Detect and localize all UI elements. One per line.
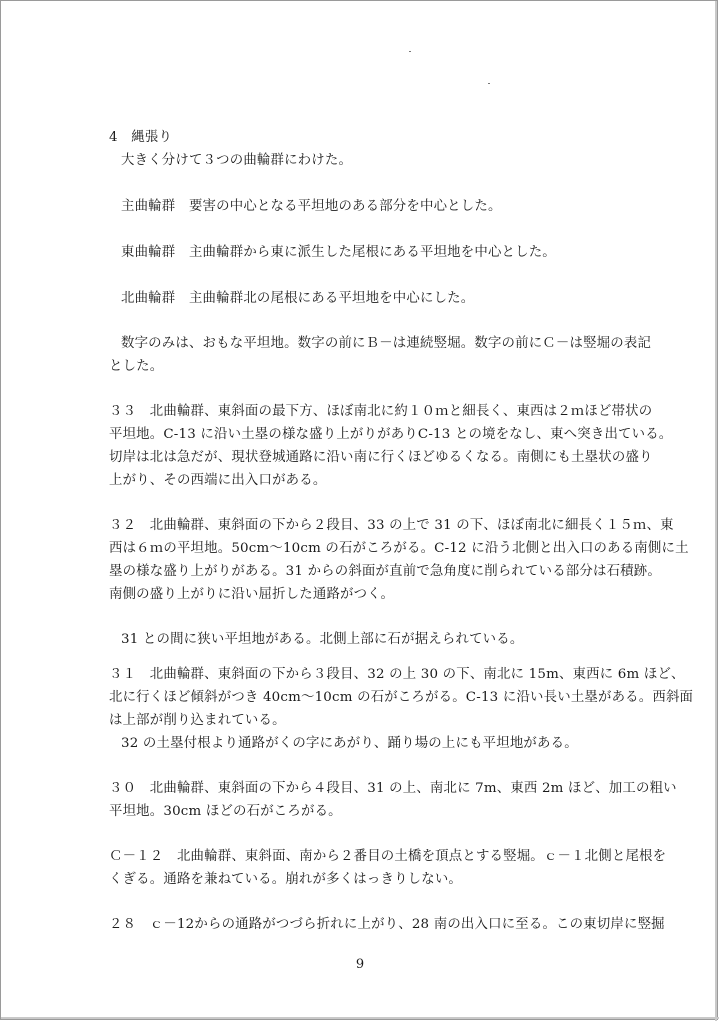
text-line: 平坦地。30cm ほどの石がころがる。 [109, 804, 342, 819]
text-line: ３０ 北曲輪群、東斜面の下から４段目、31 の上、南北に 7m、東西 2m ほど、加工の粗い [109, 781, 677, 796]
text-line: ３２ 北曲輪群、東斜面の下から２段目、33 の上で 31 の下、ほぼ南北に細長く１５ｍ、東 [109, 518, 674, 533]
text-line: ３３ 北曲輪群、東斜面の最下方、ほぼ南北に約１０ｍと細長く、東西は２ｍほど帯状の [109, 404, 653, 419]
text-line: は上部が削り込まれている。 [109, 713, 286, 728]
text-line: ２８ ｃ－12からの通路がつづら折れに上がり、28 南の出入口に至る。この東切岸に竪掘 [109, 917, 665, 932]
text-line: とした。 [109, 359, 164, 374]
section-heading: 4 縄張り [109, 130, 173, 145]
text-line: 南側の盛り上がりに沿い屈折した通路がつく。 [109, 587, 395, 602]
text-line: Ｃ－１２ 北曲輪群、東斜面、南から２番目の土橋を頂点とする竪堀。ｃ－１北側と尾根を [109, 849, 667, 864]
text-line: 大きく分けて３つの曲輪群にわけた。 [121, 153, 353, 168]
text-line: 上がり、その西端に出入口がある。 [109, 473, 327, 488]
text-line: 31 との間に狭い平坦地がある。北側上部に石が据えられている。 [121, 632, 524, 647]
text-line: 数字のみは、おもな平坦地。数字の前にＢ－は連続竪堀。数字の前にＣ－は竪堀の表記 [121, 336, 652, 351]
text-line: 平坦地。C-13 に沿い土塁の様な盛り上がりがありC-13 との境をなし、東へ突き出ている。 [109, 427, 673, 442]
text-line: ３１ 北曲輪群、東斜面の下から３段目、32 の上 30 の下、南北に 15m、東西に 6m ほど、 [109, 667, 685, 682]
page-number: 9 [355, 957, 365, 972]
text-line: 東曲輪群 主曲輪群から東に派生した尾根にある平坦地を中心とした。 [121, 245, 556, 260]
text-line: 切岸は北は急だが、現状登城通路に沿い南に行くほどゆるくなる。南側にも土塁状の盛り [109, 450, 653, 465]
scan-speck [488, 83, 490, 84]
text-line: 主曲輪群 要害の中心となる平坦地のある部分を中心とした。 [121, 199, 502, 214]
page-edge-shadow [1, 1017, 719, 1019]
text-line: 32 の土塁付根より通路がくの字にあがり、踊り場の上にも平坦地がある。 [121, 736, 578, 751]
scan-speck [409, 51, 411, 52]
text-line: 北に行くほど傾斜がつき 40cm～10cm の石がころがる。C-13 に沿い長い土塁がある。西斜面 [109, 690, 694, 705]
text-line: 西は６ｍの平坦地。50cm～10cm の石がころがる。C-12 に沿う北側と出入口のある南側に土 [109, 541, 689, 556]
text-line: くぎる。通路を兼ねている。崩れが多くはっきりしない。 [109, 872, 463, 887]
text-line: 北曲輪群 主曲輪群北の尾根にある平坦地を中心にした。 [121, 291, 475, 306]
page-edge-shadow [715, 1, 717, 1021]
text-line: 塁の様な盛り上がりがある。31 からの斜面が直前で急角度に削られている部分は石積跡。 [109, 564, 661, 579]
